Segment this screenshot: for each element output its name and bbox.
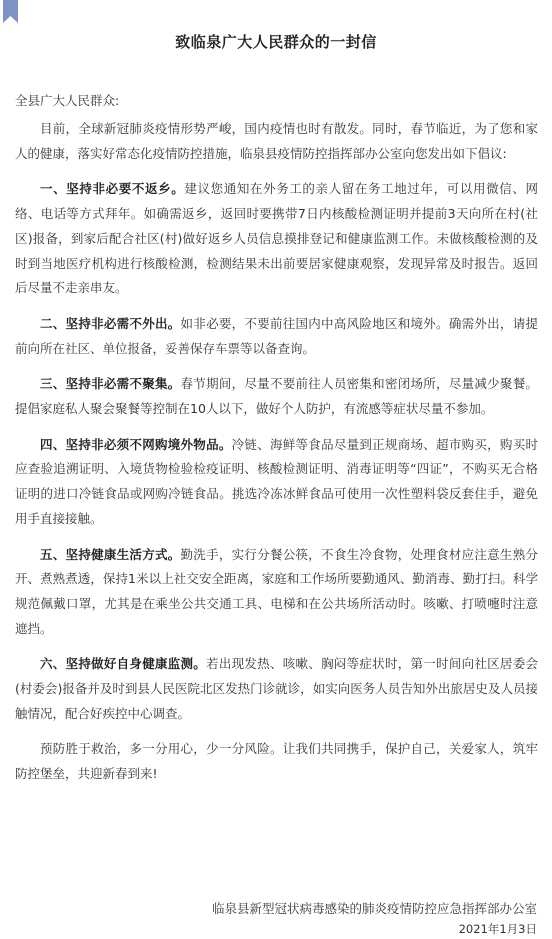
salutation: 全县广大人民群众: bbox=[15, 93, 120, 108]
item-3-text: 春节期间，尽量不要前往人员密集和密闭场所，尽量减少聚餐。提倡家庭私人聚会聚餐等控制在10人以下，做好个人防护，有流感等症状尽量不参加。 bbox=[15, 376, 538, 417]
signature: 临泉县新型冠状病毒感染的肺炎疫情防控应急指挥部办公室 bbox=[211, 901, 537, 916]
item-6-text: 若出现发热、咳嗽、胸闷等症状时，第一时间向社区居委会(村委会)报备并及时到县人民医院北区发热门诊就诊，如实向医务人员告知外出旅居史及人员接触情况，配合好疾控中心调查。 bbox=[15, 656, 538, 721]
item-3-heading: 三、坚持非必需不聚集。 bbox=[40, 376, 181, 392]
item-4-heading: 四、坚持非必须不网购境外物品。 bbox=[40, 436, 232, 452]
item-5-paragraph bbox=[15, 543, 538, 642]
item-2-text: 如非必要，不要前往国内中高风险地区和境外。确需外出，请提前向所在社区、单位报备，妥善保存车票等以备查询。 bbox=[15, 315, 538, 356]
item-1-heading: 一、坚持非必要不返乡。 bbox=[40, 181, 185, 197]
item-5-heading: 五、坚持健康生活方式。 bbox=[40, 546, 181, 562]
intro-paragraph: 目前，全球新冠肺炎疫情形势严峻，国内疫情也时有散发。同时，春节临近，为了您和家人的健康，落实好常态化疫情防控措施，临泉县疫情防控指挥部办公室向您发出如下倡议: bbox=[15, 121, 538, 161]
page-title: 致临泉广大人民群众的一封信 bbox=[175, 33, 377, 51]
item-4-text: 冷链、海鲜等食品尽量到正规商场、超市购买，购买时应查验追溯证明、入境货物检验检疫证明、核酸检测证明、消毒证明等“四证”，不购买无合格证明的进口冷链食品或网购冷链食品。挑选冷冻冰鲜食品可使用一次性塑料袋反套住手，避免用手直接接触。 bbox=[15, 436, 538, 526]
item-1-paragraph bbox=[15, 177, 538, 301]
item-1-text: 建议您通知在外务工的亲人留在务工地过年，可以用微信、网络、电话等方式拜年。如确需返乡，返回时要携带7日内核酸检测证明并提前3天向所在村(社区)报备，到家后配合社区(村)做好返乡人员信息摸排登记和健康监测工作。未做核酸检测的及时到当地医疗机构进行核酸检测，检测结果未出前要居家健康观察，发现异常及时报告。返回后尽量不走亲串友。 bbox=[15, 181, 538, 296]
closing-paragraph: 预防胜于救治，多一分用心，少一分风险。让我们共同携手，保护自己，关爱家人，筑牢防控堡垒，共迎新春到来! bbox=[15, 741, 538, 782]
bookmark-icon bbox=[3, 0, 18, 23]
item-2-heading: 二、坚持非必需不外出。 bbox=[40, 315, 181, 331]
item-3-paragraph bbox=[15, 372, 538, 421]
item-5-text: 勤洗手，实行分餐公筷，不食生冷食物，处理食材应注意生熟分开、煮熟煮透，保持1米以上社交安全距离，家庭和工作场所要勤通风、勤消毒、勤打扫。科学规范佩戴口罩，尤其是在乘坐公共交通工具、电梯和在公共场所活动时。咳嗽、打喷嚏时注意遮挡。 bbox=[15, 546, 538, 636]
letter-body bbox=[15, 117, 538, 798]
date: 2021年1月3日 bbox=[458, 922, 537, 936]
item-6-heading: 六、坚持做好自身健康监测。 bbox=[40, 656, 207, 672]
item-4-paragraph bbox=[15, 433, 538, 532]
item-2-paragraph bbox=[15, 312, 538, 361]
item-6-paragraph bbox=[15, 652, 538, 726]
